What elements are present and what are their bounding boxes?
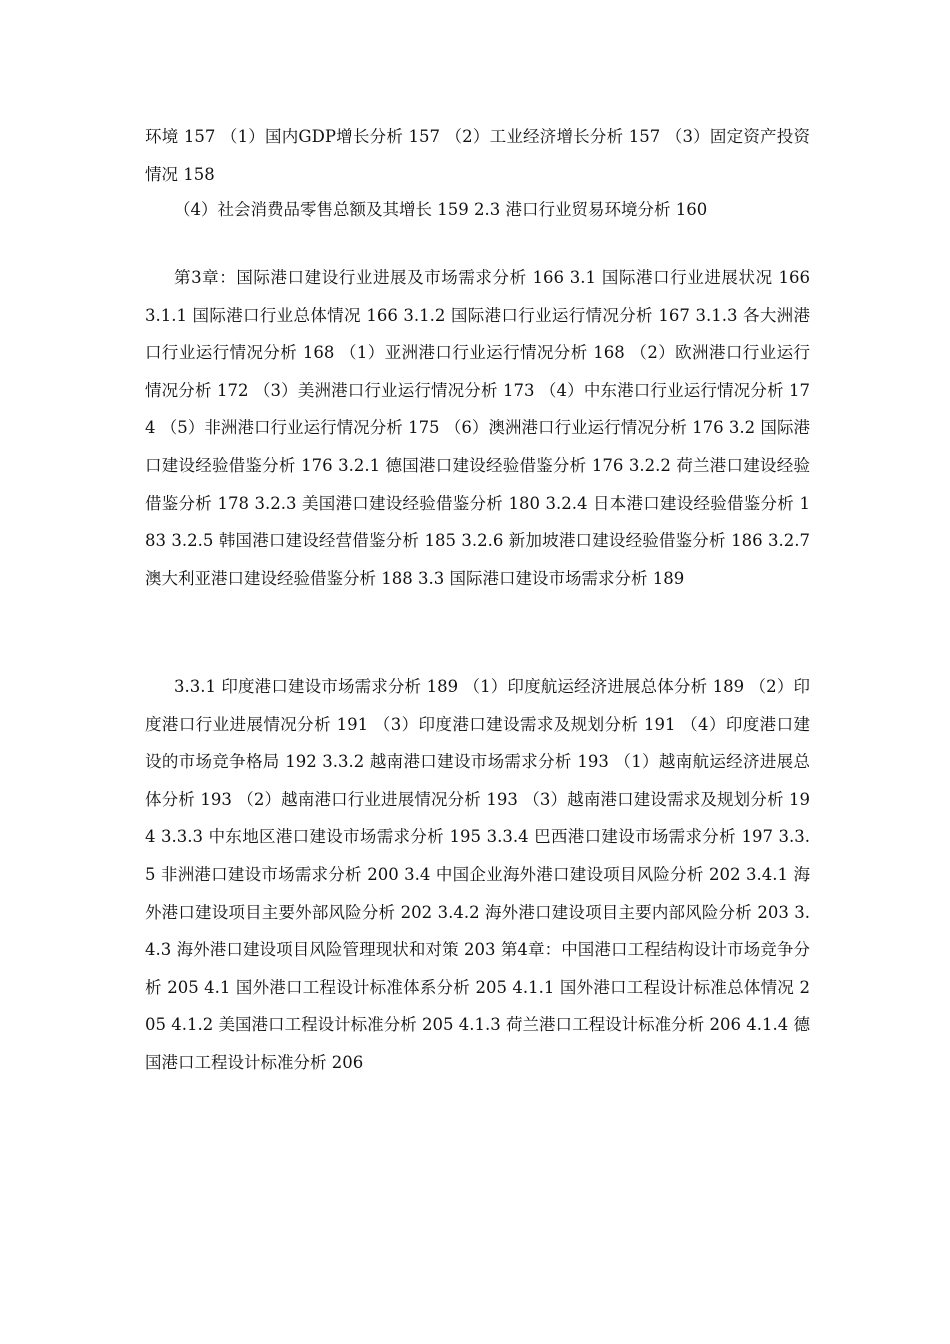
toc-paragraph-1: 环境 157 （1）国内GDP增长分析 157 （2）工业经济增长分析 157 （3）固定资产投资情况 158 [145, 127, 810, 184]
toc-paragraph-3: 第3章：国际港口建设行业进展及市场需求分析 166 3.1 国际港口行业进展状况 166 3.1.1 国际港口行业总体情况 166 3.1.2 国际港口行业运行情况分析 167 3.1.3 各大洲港口行业运行情况分析 168 （1）亚洲港口行业运行情况分析 168 （2）欧洲港口行业运行情况分析 172 （3）美洲港口行业运行情况分析 173 （4）中东港口行业运行情况分析 174 （5）非洲港口行业运行情况分析 175 （6）澳洲港口行业运行情况分析 176 3.2 国际港口建设经验借鉴分析 176 3.2.1 德国港口建设经验借鉴分析 176 3.2.2 荷兰港口建设经验借鉴分析 178 3.2.3 美国港口建设经验借鉴分析 180 3.2.4 日本港口建设经验借鉴分析 183 3.2.5 韩国港口建设经营借鉴分析 185 3.2.6 新加坡港口建设经验借鉴分析 186 3.2.7 澳大利亚港口建设经验借鉴分析 188 3.3 国际港口建设市场需求分析 189 [145, 268, 810, 588]
toc-paragraph-4: 3.3.1 印度港口建设市场需求分析 189 （1）印度航运经济进展总体分析 189 （2）印度港口行业进展情况分析 191 （3）印度港口建设需求及规划分析 191 （4）印度港口建设的市场竞争格局 192 3.3.2 越南港口建设市场需求分析 193 （1）越南航运经济进展总体分析 193 （2）越南港口行业进展情况分析 193 （3）越南港口建设需求及规划分析 194 3.3.3 中东地区港口建设市场需求分析 195 3.3.4 巴西港口建设市场需求分析 197 3.3.5 非洲港口建设市场需求分析 200 3.4 中国企业海外港口建设项目风险分析 202 3.4.1 海外港口建设项目主要外部风险分析 202 3.4.2 海外港口建设项目主要内部风险分析 203 3.4.3 海外港口建设项目风险管理现状和对策 203 第4章：中国港口工程结构设计市场竞争分析 205 4.1 国外港口工程设计标准体系分析 205 4.1.1 国外港口工程设计标准总体情况 205 4.1.2 美国港口工程设计标准分析 205 4.1.3 荷兰港口工程设计标准分析 206 4.1.4 德国港口工程设计标准分析 206 [145, 677, 810, 1072]
toc-paragraph-2: （4）社会消费品零售总额及其增长 159 2.3 港口行业贸易环境分析 160 [174, 200, 708, 219]
